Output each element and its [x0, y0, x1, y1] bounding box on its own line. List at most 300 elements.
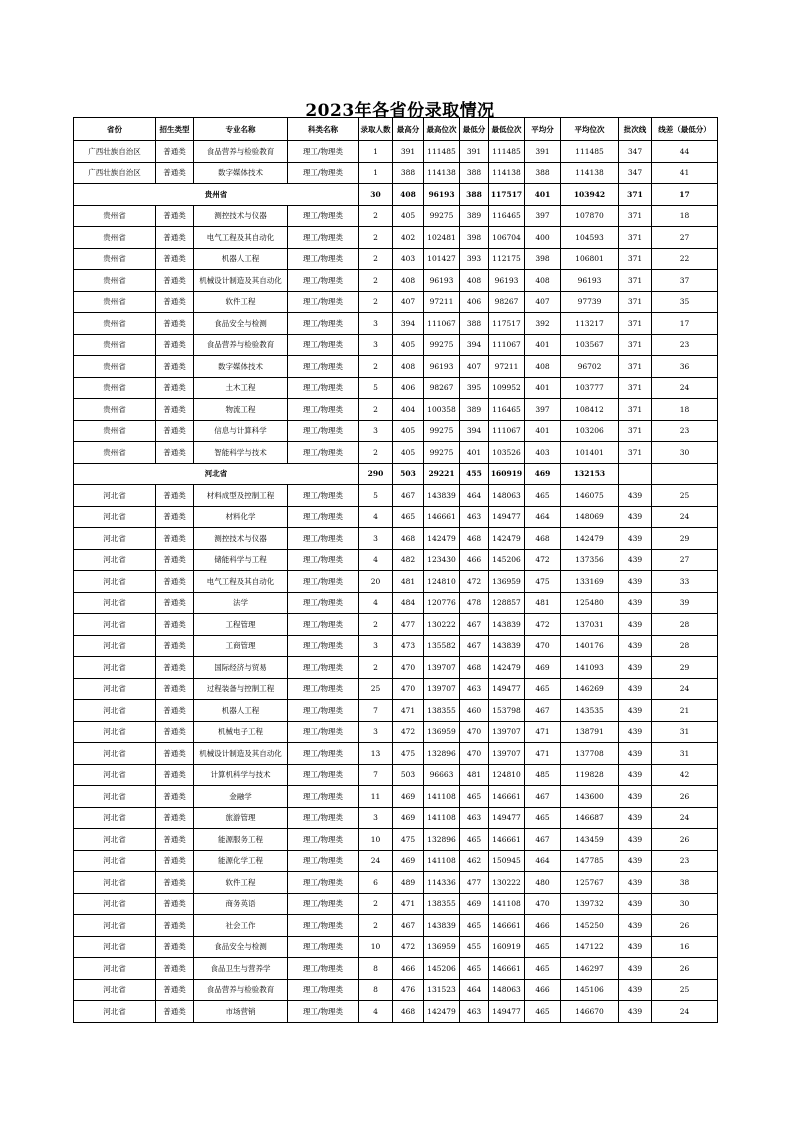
cell-max-score: 469: [393, 850, 424, 872]
cell-province: 贵州省: [74, 270, 156, 292]
cell-batch-line: 439: [619, 657, 652, 679]
cell-max-score: 469: [393, 807, 424, 829]
summary-max-rank: 96193: [424, 184, 460, 206]
cell-province: 河北省: [74, 958, 156, 980]
cell-avg-score: 465: [525, 678, 561, 700]
cell-min-rank: 142479: [489, 657, 525, 679]
cell-min-score: 472: [460, 571, 489, 593]
cell-batch-line: 347: [619, 162, 652, 184]
cell-admitted-count: 2: [359, 614, 393, 636]
cell-enroll-type: 普通类: [156, 334, 194, 356]
cell-avg-rank: 103206: [561, 420, 619, 442]
cell-admitted-count: 3: [359, 721, 393, 743]
cell-line-diff: 41: [652, 162, 718, 184]
cell-avg-rank: 107870: [561, 205, 619, 227]
table-body: [74, 118, 718, 1023]
cell-subject-category: 理工/物理类: [288, 915, 359, 937]
table-row: [74, 829, 718, 851]
cell-province: 广西壮族自治区: [74, 162, 156, 184]
table-header-row: [74, 118, 718, 141]
cell-max-rank: 136959: [424, 721, 460, 743]
cell-min-score: 463: [460, 1001, 489, 1023]
cell-subject-category: 理工/物理类: [288, 764, 359, 786]
table-row: [74, 528, 718, 550]
cell-min-score: 391: [460, 141, 489, 163]
cell-major: 旅游管理: [194, 807, 288, 829]
cell-min-rank: 149477: [489, 1001, 525, 1023]
summary-max-score: 503: [393, 463, 424, 485]
cell-min-score: 468: [460, 657, 489, 679]
cell-avg-score: 397: [525, 399, 561, 421]
cell-batch-line: 439: [619, 936, 652, 958]
cell-max-rank: 135582: [424, 635, 460, 657]
cell-max-score: 472: [393, 721, 424, 743]
cell-enroll-type: 普通类: [156, 764, 194, 786]
cell-max-rank: 145206: [424, 958, 460, 980]
cell-major: 储能科学与工程: [194, 549, 288, 571]
cell-batch-line: 439: [619, 721, 652, 743]
cell-avg-score: 469: [525, 657, 561, 679]
cell-max-score: 465: [393, 506, 424, 528]
cell-avg-rank: 141093: [561, 657, 619, 679]
cell-max-score: 394: [393, 313, 424, 335]
cell-max-score: 405: [393, 334, 424, 356]
cell-max-rank: 142479: [424, 1001, 460, 1023]
cell-subject-category: 理工/物理类: [288, 227, 359, 249]
cell-min-rank: 148063: [489, 485, 525, 507]
cell-enroll-type: 普通类: [156, 786, 194, 808]
header-line-diff: 线差（最低分）: [652, 118, 718, 141]
cell-max-score: 402: [393, 227, 424, 249]
summary-max-score: 408: [393, 184, 424, 206]
cell-max-rank: 131523: [424, 979, 460, 1001]
cell-line-diff: 18: [652, 399, 718, 421]
cell-avg-score: 465: [525, 807, 561, 829]
header-enroll-type: 招生类型: [156, 118, 194, 141]
cell-admitted-count: 25: [359, 678, 393, 700]
cell-avg-score: 397: [525, 205, 561, 227]
cell-min-score: 477: [460, 872, 489, 894]
cell-line-diff: 22: [652, 248, 718, 270]
cell-max-rank: 98267: [424, 377, 460, 399]
table-row: [74, 442, 718, 464]
cell-avg-score: 470: [525, 635, 561, 657]
cell-min-score: 467: [460, 635, 489, 657]
cell-admitted-count: 8: [359, 979, 393, 1001]
cell-line-diff: 24: [652, 678, 718, 700]
cell-max-rank: 141108: [424, 786, 460, 808]
cell-enroll-type: 普通类: [156, 420, 194, 442]
cell-enroll-type: 普通类: [156, 635, 194, 657]
cell-max-rank: 96193: [424, 356, 460, 378]
cell-batch-line: 371: [619, 313, 652, 335]
cell-max-score: 406: [393, 377, 424, 399]
cell-admitted-count: 10: [359, 829, 393, 851]
cell-major: 食品卫生与营养学: [194, 958, 288, 980]
cell-max-score: 403: [393, 248, 424, 270]
cell-batch-line: 439: [619, 614, 652, 636]
cell-batch-line: 439: [619, 958, 652, 980]
cell-min-rank: 149477: [489, 506, 525, 528]
cell-max-rank: 123430: [424, 549, 460, 571]
cell-enroll-type: 普通类: [156, 1001, 194, 1023]
cell-batch-line: 439: [619, 829, 652, 851]
cell-avg-score: 465: [525, 1001, 561, 1023]
cell-max-rank: 114138: [424, 162, 460, 184]
cell-max-rank: 141108: [424, 850, 460, 872]
cell-min-score: 406: [460, 291, 489, 313]
cell-avg-rank: 147785: [561, 850, 619, 872]
cell-subject-category: 理工/物理类: [288, 829, 359, 851]
cell-batch-line: 371: [619, 270, 652, 292]
cell-max-rank: 114336: [424, 872, 460, 894]
cell-batch-line: 439: [619, 743, 652, 765]
cell-admitted-count: 6: [359, 872, 393, 894]
cell-enroll-type: 普通类: [156, 205, 194, 227]
cell-line-diff: 24: [652, 1001, 718, 1023]
table-row: [74, 485, 718, 507]
cell-max-score: 489: [393, 872, 424, 894]
cell-avg-score: 408: [525, 356, 561, 378]
cell-min-rank: 116465: [489, 205, 525, 227]
cell-province: 河北省: [74, 1001, 156, 1023]
cell-min-rank: 97211: [489, 356, 525, 378]
cell-avg-score: 403: [525, 442, 561, 464]
cell-avg-rank: 145106: [561, 979, 619, 1001]
cell-avg-score: 408: [525, 270, 561, 292]
cell-avg-rank: 125767: [561, 872, 619, 894]
cell-max-score: 468: [393, 1001, 424, 1023]
cell-batch-line: 371: [619, 291, 652, 313]
cell-major: 工程管理: [194, 614, 288, 636]
summary-line-diff: [652, 463, 718, 485]
cell-max-score: 468: [393, 528, 424, 550]
table-row: [74, 377, 718, 399]
cell-min-score: 389: [460, 205, 489, 227]
cell-min-rank: 146661: [489, 829, 525, 851]
cell-max-rank: 136959: [424, 936, 460, 958]
cell-admitted-count: 2: [359, 248, 393, 270]
cell-min-score: 467: [460, 614, 489, 636]
summary-avg-rank: 103942: [561, 184, 619, 206]
cell-avg-score: 401: [525, 377, 561, 399]
cell-line-diff: 27: [652, 549, 718, 571]
cell-subject-category: 理工/物理类: [288, 743, 359, 765]
cell-admitted-count: 2: [359, 291, 393, 313]
cell-admitted-count: 3: [359, 420, 393, 442]
cell-max-rank: 139707: [424, 657, 460, 679]
cell-max-score: 470: [393, 678, 424, 700]
table-row: [74, 506, 718, 528]
cell-avg-rank: 103567: [561, 334, 619, 356]
table-row: [74, 743, 718, 765]
cell-min-rank: 114138: [489, 162, 525, 184]
cell-admitted-count: 24: [359, 850, 393, 872]
table-row: [74, 291, 718, 313]
cell-province: 河北省: [74, 506, 156, 528]
cell-min-score: 478: [460, 592, 489, 614]
summary-avg-rank: 132153: [561, 463, 619, 485]
cell-line-diff: 28: [652, 614, 718, 636]
cell-line-diff: 23: [652, 420, 718, 442]
cell-avg-rank: 148069: [561, 506, 619, 528]
cell-major: 食品营养与检验教育: [194, 334, 288, 356]
cell-min-rank: 143839: [489, 614, 525, 636]
cell-min-rank: 145206: [489, 549, 525, 571]
cell-avg-score: 401: [525, 420, 561, 442]
cell-batch-line: 439: [619, 549, 652, 571]
cell-avg-rank: 97739: [561, 291, 619, 313]
cell-batch-line: 371: [619, 334, 652, 356]
cell-enroll-type: 普通类: [156, 227, 194, 249]
summary-max-rank: 29221: [424, 463, 460, 485]
cell-max-rank: 146661: [424, 506, 460, 528]
cell-major: 软件工程: [194, 291, 288, 313]
cell-min-rank: 117517: [489, 313, 525, 335]
cell-major: 数字媒体技术: [194, 356, 288, 378]
cell-subject-category: 理工/物理类: [288, 485, 359, 507]
cell-max-rank: 111485: [424, 141, 460, 163]
cell-province: 河北省: [74, 571, 156, 593]
cell-enroll-type: 普通类: [156, 528, 194, 550]
cell-major: 能源化学工程: [194, 850, 288, 872]
cell-enroll-type: 普通类: [156, 872, 194, 894]
cell-admitted-count: 2: [359, 205, 393, 227]
header-min-rank: 最低位次: [489, 118, 525, 141]
cell-subject-category: 理工/物理类: [288, 979, 359, 1001]
cell-admitted-count: 5: [359, 485, 393, 507]
cell-min-rank: 146661: [489, 958, 525, 980]
cell-min-score: 464: [460, 979, 489, 1001]
header-admitted-count: 录取人数: [359, 118, 393, 141]
cell-avg-rank: 137031: [561, 614, 619, 636]
cell-subject-category: 理工/物理类: [288, 850, 359, 872]
cell-major: 计算机科学与技术: [194, 764, 288, 786]
cell-enroll-type: 普通类: [156, 936, 194, 958]
table-row: [74, 334, 718, 356]
cell-avg-rank: 96702: [561, 356, 619, 378]
cell-min-rank: 146661: [489, 915, 525, 937]
cell-enroll-type: 普通类: [156, 248, 194, 270]
cell-admitted-count: 2: [359, 657, 393, 679]
cell-max-score: 467: [393, 485, 424, 507]
cell-line-diff: 21: [652, 700, 718, 722]
cell-min-score: 465: [460, 786, 489, 808]
cell-avg-score: 401: [525, 334, 561, 356]
cell-province: 广西壮族自治区: [74, 141, 156, 163]
cell-major: 软件工程: [194, 872, 288, 894]
cell-admitted-count: 7: [359, 764, 393, 786]
cell-avg-rank: 146269: [561, 678, 619, 700]
cell-max-rank: 120776: [424, 592, 460, 614]
cell-avg-rank: 145250: [561, 915, 619, 937]
cell-major: 国际经济与贸易: [194, 657, 288, 679]
cell-province: 河北省: [74, 743, 156, 765]
cell-major: 市场营销: [194, 1001, 288, 1023]
cell-batch-line: 439: [619, 485, 652, 507]
cell-line-diff: 26: [652, 829, 718, 851]
cell-enroll-type: 普通类: [156, 356, 194, 378]
cell-max-score: 388: [393, 162, 424, 184]
cell-subject-category: 理工/物理类: [288, 334, 359, 356]
cell-admitted-count: 3: [359, 635, 393, 657]
cell-province: 贵州省: [74, 356, 156, 378]
cell-province: 贵州省: [74, 248, 156, 270]
cell-batch-line: 439: [619, 528, 652, 550]
cell-major: 测控技术与仪器: [194, 205, 288, 227]
table-row: [74, 657, 718, 679]
cell-major: 机械电子工程: [194, 721, 288, 743]
cell-subject-category: 理工/物理类: [288, 141, 359, 163]
cell-avg-score: 471: [525, 721, 561, 743]
table-row: [74, 936, 718, 958]
cell-province: 贵州省: [74, 205, 156, 227]
cell-min-rank: 153798: [489, 700, 525, 722]
cell-line-diff: 38: [652, 872, 718, 894]
cell-batch-line: 439: [619, 872, 652, 894]
cell-line-diff: 35: [652, 291, 718, 313]
cell-avg-rank: 96193: [561, 270, 619, 292]
cell-avg-rank: 113217: [561, 313, 619, 335]
cell-line-diff: 39: [652, 592, 718, 614]
cell-max-score: 408: [393, 356, 424, 378]
summary-province-label: 河北省: [74, 463, 359, 485]
cell-max-score: 477: [393, 614, 424, 636]
cell-enroll-type: 普通类: [156, 829, 194, 851]
cell-line-diff: 30: [652, 442, 718, 464]
cell-batch-line: 439: [619, 678, 652, 700]
cell-line-diff: 17: [652, 313, 718, 335]
cell-enroll-type: 普通类: [156, 549, 194, 571]
cell-enroll-type: 普通类: [156, 893, 194, 915]
cell-subject-category: 理工/物理类: [288, 506, 359, 528]
cell-major: 电气工程及其自动化: [194, 227, 288, 249]
cell-admitted-count: 8: [359, 958, 393, 980]
cell-avg-rank: 146297: [561, 958, 619, 980]
summary-admitted-count: 30: [359, 184, 393, 206]
cell-province: 河北省: [74, 614, 156, 636]
cell-province: 河北省: [74, 786, 156, 808]
cell-subject-category: 理工/物理类: [288, 872, 359, 894]
cell-avg-score: 472: [525, 614, 561, 636]
cell-subject-category: 理工/物理类: [288, 291, 359, 313]
cell-min-rank: 128857: [489, 592, 525, 614]
cell-line-diff: 30: [652, 893, 718, 915]
cell-max-score: 407: [393, 291, 424, 313]
cell-max-rank: 130222: [424, 614, 460, 636]
cell-line-diff: 44: [652, 141, 718, 163]
cell-min-rank: 130222: [489, 872, 525, 894]
table-row: [74, 979, 718, 1001]
cell-max-rank: 132896: [424, 829, 460, 851]
cell-avg-rank: 133169: [561, 571, 619, 593]
cell-min-score: 469: [460, 893, 489, 915]
cell-batch-line: 439: [619, 506, 652, 528]
cell-max-score: 476: [393, 979, 424, 1001]
cell-major: 物流工程: [194, 399, 288, 421]
cell-province: 贵州省: [74, 334, 156, 356]
cell-avg-rank: 146687: [561, 807, 619, 829]
summary-batch-line: 371: [619, 184, 652, 206]
cell-enroll-type: 普通类: [156, 571, 194, 593]
cell-avg-score: 475: [525, 571, 561, 593]
cell-admitted-count: 4: [359, 506, 393, 528]
table-row: [74, 248, 718, 270]
cell-province: 河北省: [74, 635, 156, 657]
cell-major: 金融学: [194, 786, 288, 808]
cell-enroll-type: 普通类: [156, 850, 194, 872]
cell-line-diff: 24: [652, 807, 718, 829]
cell-max-rank: 138355: [424, 893, 460, 915]
cell-max-rank: 99275: [424, 334, 460, 356]
table-row: [74, 764, 718, 786]
cell-max-rank: 96193: [424, 270, 460, 292]
cell-province: 河北省: [74, 807, 156, 829]
cell-avg-score: 398: [525, 248, 561, 270]
cell-major: 能源服务工程: [194, 829, 288, 851]
cell-min-score: 481: [460, 764, 489, 786]
cell-enroll-type: 普通类: [156, 399, 194, 421]
summary-batch-line: [619, 463, 652, 485]
cell-avg-score: 388: [525, 162, 561, 184]
cell-max-score: 471: [393, 893, 424, 915]
cell-min-rank: 111067: [489, 420, 525, 442]
cell-enroll-type: 普通类: [156, 485, 194, 507]
cell-subject-category: 理工/物理类: [288, 614, 359, 636]
cell-avg-rank: 140176: [561, 635, 619, 657]
cell-province: 河北省: [74, 528, 156, 550]
cell-major: 社会工作: [194, 915, 288, 937]
cell-max-score: 391: [393, 141, 424, 163]
cell-max-score: 470: [393, 657, 424, 679]
cell-subject-category: 理工/物理类: [288, 721, 359, 743]
cell-avg-score: 466: [525, 915, 561, 937]
cell-avg-score: 464: [525, 506, 561, 528]
cell-avg-rank: 146075: [561, 485, 619, 507]
cell-province: 河北省: [74, 979, 156, 1001]
cell-avg-score: 465: [525, 485, 561, 507]
table-row: [74, 614, 718, 636]
cell-subject-category: 理工/物理类: [288, 700, 359, 722]
cell-province: 河北省: [74, 764, 156, 786]
cell-enroll-type: 普通类: [156, 657, 194, 679]
cell-province: 河北省: [74, 829, 156, 851]
cell-enroll-type: 普通类: [156, 313, 194, 335]
cell-batch-line: 371: [619, 442, 652, 464]
cell-batch-line: 371: [619, 205, 652, 227]
cell-batch-line: 439: [619, 915, 652, 937]
cell-min-rank: 142479: [489, 528, 525, 550]
table-row: [74, 356, 718, 378]
cell-max-score: 466: [393, 958, 424, 980]
cell-admitted-count: 2: [359, 356, 393, 378]
cell-min-rank: 150945: [489, 850, 525, 872]
cell-enroll-type: 普通类: [156, 700, 194, 722]
cell-avg-rank: 106801: [561, 248, 619, 270]
cell-province: 河北省: [74, 936, 156, 958]
cell-avg-rank: 101401: [561, 442, 619, 464]
summary-province-label: 贵州省: [74, 184, 359, 206]
cell-avg-score: 407: [525, 291, 561, 313]
cell-subject-category: 理工/物理类: [288, 592, 359, 614]
cell-min-score: 468: [460, 528, 489, 550]
cell-min-rank: 141108: [489, 893, 525, 915]
table-row: [74, 313, 718, 335]
cell-min-score: 401: [460, 442, 489, 464]
table-row: [74, 893, 718, 915]
cell-enroll-type: 普通类: [156, 377, 194, 399]
cell-subject-category: 理工/物理类: [288, 936, 359, 958]
